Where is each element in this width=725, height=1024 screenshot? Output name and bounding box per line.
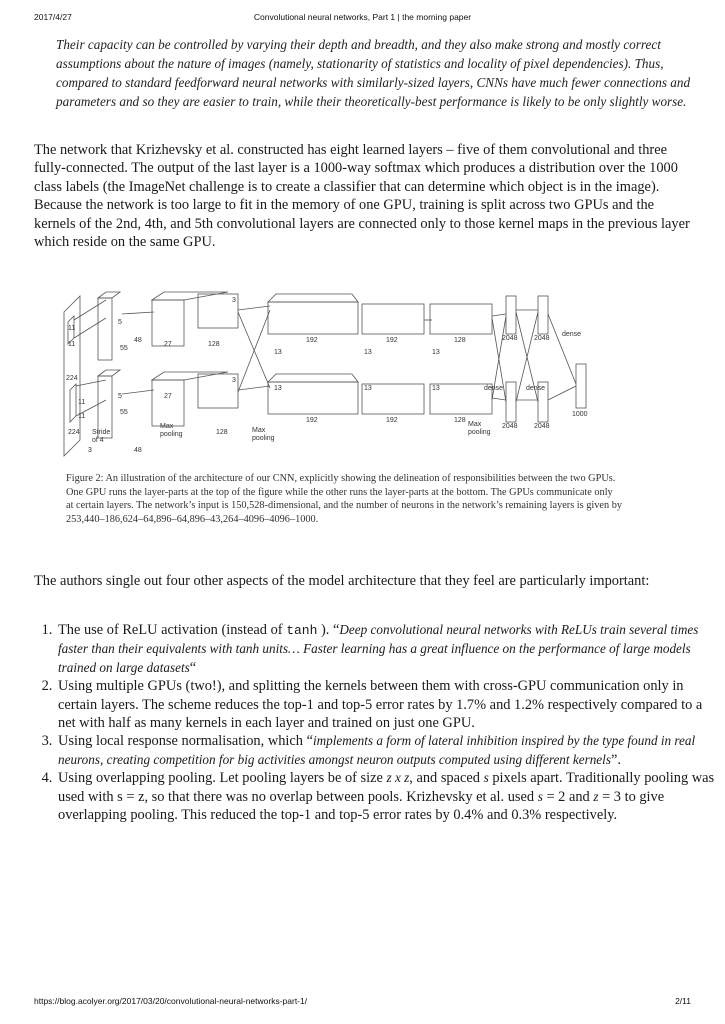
item-text: = 3 to give overlapping pooling. This reduced the top-1 and top-5 error rates by 0.4% and 0.3% respectively. — [58, 788, 665, 824]
dense3-output — [576, 364, 586, 408]
fig-label: 11 — [78, 399, 86, 406]
connection-line — [238, 386, 270, 390]
conv2-top — [152, 300, 184, 346]
item-text: Using local response normalisation, which “ — [58, 733, 313, 750]
fig-label: Stride — [92, 429, 111, 436]
fig-label: 128 — [454, 337, 466, 344]
conv3-top — [268, 302, 358, 334]
connection-line — [492, 314, 506, 316]
fig-label: 2048 — [534, 423, 550, 430]
fig-label: 27 — [164, 341, 172, 348]
fig-label: 13 — [432, 349, 440, 356]
connection-line — [122, 312, 154, 314]
math-var: s — [537, 788, 543, 804]
dense1-bottom — [506, 382, 516, 422]
connection-line — [76, 380, 106, 386]
fig-label: dense — [526, 385, 546, 392]
list-item — [56, 769, 716, 824]
connection-line — [122, 390, 154, 394]
math-var: s — [483, 770, 489, 786]
dense1-top — [506, 296, 516, 334]
inline-code: tanh — [286, 623, 318, 638]
fig-label: Max — [252, 427, 266, 434]
item-text: The use of ReLU activation (instead of — [58, 622, 287, 638]
architecture-diagram — [62, 290, 622, 460]
fig-label: 55 — [120, 409, 128, 416]
list-item — [56, 677, 716, 732]
fig-label: 48 — [134, 447, 142, 454]
conv5-top — [430, 304, 492, 334]
fig-label: 11 — [78, 413, 86, 420]
item-quote: Deep convolutional neural networks with ReLUs train several times faster than their equivalents with tanh units… Faster learning has a great influence on the performance of large models trained on large datasets — [58, 622, 699, 675]
caption-text: Figure 2: An illustration of the architecture of our CNN, explicitly showing the delineation of responsibilities between the two GPUs. One GPU runs the layer-parts at the top of the figure while the other runs the layer-parts at the bottom. The GPUs communicate only at certain layers. The network’s input is 150,528-dimensional, and the number of neurons in the network’s remaining layers is given by 253,440–186,624–64,896–64,896–43,264–4096–4096–1000. — [66, 473, 623, 525]
paragraph-text: The network that Krizhevsky et al. constructed has eight learned layers – five of them convolutional and three fully-connected. The output of the last layer is a 1000-way softmax which produces a distribution over the 1000 class labels (the ImageNet challenge is to create a classifier that can determine which object is in the image). Because the network is too large to fit in the memory of one GPU, training is split across two GPUs and the kernels of the 2nd, 4th, and 5th convolutional layers are connected only to those kernel maps in the previous layer which reside on the same GPU. — [34, 142, 690, 251]
conv2-bottom — [152, 380, 184, 426]
fig-label: 128 — [216, 429, 228, 436]
fig-label: 3 — [232, 377, 236, 384]
fig-label: 2048 — [534, 335, 550, 342]
page-footer — [0, 996, 725, 1008]
fig-label: 3 — [88, 447, 92, 454]
dense2-top — [538, 296, 548, 334]
fig-label: 13 — [364, 349, 372, 356]
conv1-bottom-depth — [98, 370, 120, 376]
fig-label: 48 — [134, 337, 142, 344]
item-text: ). “ — [317, 622, 340, 638]
item-text: Using multiple GPUs (two!), and splitting the kernels between them with cross-GPU communication only in certain layers. The scheme reduces the top-1 and top-5 error rates by 1.7% and 1.2% respectively compared to a net with half as many kernels in each layer and trained on just one GPU. — [58, 678, 703, 732]
fig-label: 224 — [68, 429, 80, 436]
conv2-bottom-depth — [152, 372, 228, 380]
connection-line — [74, 300, 106, 320]
item-text: “ — [189, 659, 197, 676]
connection-line — [548, 386, 576, 400]
connection-line — [492, 398, 506, 400]
fig-label: of 4 — [92, 437, 104, 444]
item-text: Using overlapping pooling. Let pooling layers be of size — [58, 770, 387, 787]
fig-label: 128 — [454, 417, 466, 424]
item-text: , and spaced — [409, 770, 484, 787]
item-text: = 2 and — [542, 788, 594, 805]
fig-label: 192 — [306, 337, 318, 344]
paragraph-text: The authors single out four other aspects of the model architecture that they feel are particularly important: — [34, 573, 650, 589]
aspects-list — [34, 621, 716, 824]
fig-label: 1000 — [572, 411, 588, 418]
conv3-top-depth — [268, 294, 358, 302]
conv1-top-depth — [98, 292, 120, 298]
fig-label: 192 — [386, 337, 398, 344]
list-item — [56, 732, 716, 769]
conv2-top-depth — [152, 292, 228, 300]
fig-label: pooling — [252, 435, 275, 442]
fig-label: 3 — [232, 297, 236, 304]
figure-caption — [66, 472, 622, 526]
connection-line — [548, 314, 576, 384]
print-date: 2017/4/27 — [34, 12, 72, 22]
fig-label: 224 — [66, 375, 78, 382]
input-kernel-lower — [70, 384, 76, 422]
page-header — [0, 12, 725, 24]
conv4-top — [362, 304, 424, 334]
connection-line — [238, 306, 270, 310]
fig-label: pooling — [468, 429, 491, 436]
fig-label: 192 — [306, 417, 318, 424]
item-text: pixels apart. Traditionally pooling was used with s = z, so that there was no overlap between pools. Krizhevsky et al. used — [58, 770, 715, 805]
math-var: z — [593, 788, 599, 804]
page-number: 2/11 — [675, 996, 691, 1006]
blockquote — [56, 35, 696, 111]
fig-label: Max — [160, 423, 174, 430]
connection-line — [238, 310, 270, 392]
fig-label: 13 — [274, 385, 282, 392]
fig-label: 13 — [364, 385, 372, 392]
item-text: ”. — [610, 751, 621, 768]
fig-label: 2048 — [502, 423, 518, 430]
fig-label: 11 — [68, 341, 76, 348]
fig-label: 11 — [68, 325, 76, 332]
fig-label: Max — [468, 421, 482, 428]
fig-label: 13 — [274, 349, 282, 356]
fig-label: 192 — [386, 417, 398, 424]
fig-label: 13 — [432, 385, 440, 392]
fig-label: pooling — [160, 431, 183, 438]
fig-label: 27 — [164, 393, 172, 400]
paragraph-architecture — [34, 141, 694, 251]
fig-label: dense — [562, 331, 582, 338]
quote-text: Their capacity can be controlled by varying their depth and breadth, and they also make strong and mostly correct assumptions about the nature of images (namely, stationarity of statistics and locality of pixel dependencies). Thus, compared to standard feedforward neural networks with similarly-sized layers, CNNs have much fewer connections and parameters and so they are easier to train, while their theoretically-best performance is likely to be only slightly worse. — [56, 37, 691, 109]
conv3-bottom-depth — [268, 374, 358, 382]
page-url: https://blog.acolyer.org/2017/03/20/convolutional-neural-networks-part-1/ — [34, 996, 308, 1006]
item-quote: implements a form of lateral inhibition inspired by the type found in real neurons, creating competition for big activities amongst neuron outputs computed using different kernels — [58, 733, 696, 767]
conv1-top — [98, 298, 112, 360]
list-item — [56, 621, 716, 677]
fig-label: 128 — [208, 341, 220, 348]
fig-label: 2048 — [502, 335, 518, 342]
fig-label: dense — [484, 385, 504, 392]
page-title: Convolutional neural networks, Part 1 | the morning paper — [253, 12, 472, 22]
connection-line — [74, 318, 106, 338]
cnn-architecture-figure — [62, 290, 622, 460]
fig-label: 5 — [118, 393, 122, 400]
fig-label: 55 — [120, 345, 128, 352]
math-var: z x z — [386, 770, 410, 786]
fig-label: 5 — [118, 319, 122, 326]
paragraph-aspects-intro — [34, 572, 694, 590]
